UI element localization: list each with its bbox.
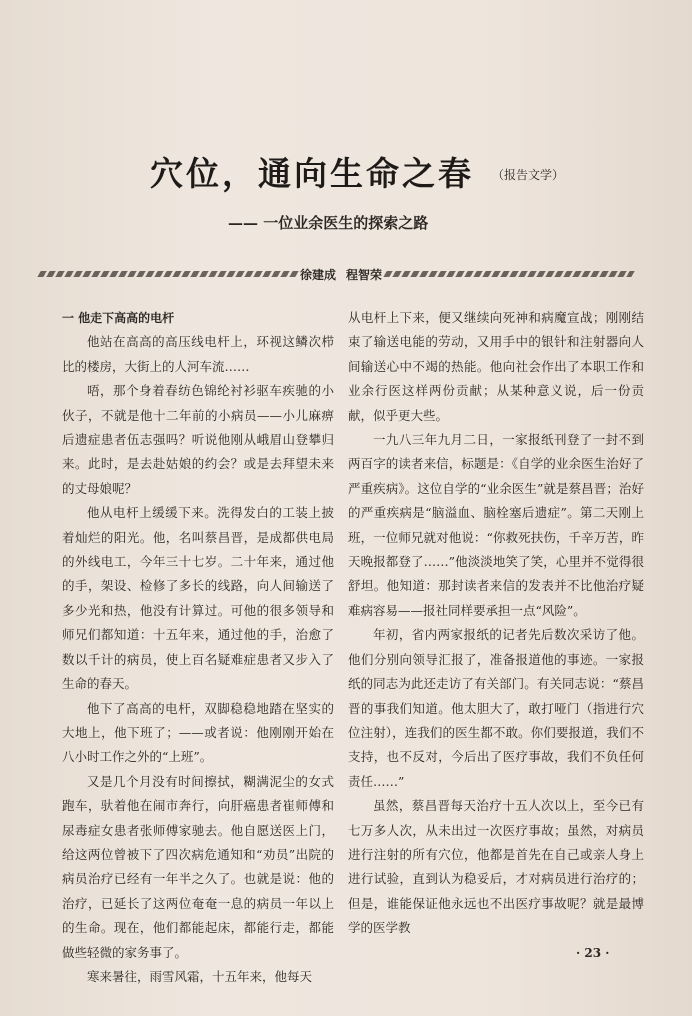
paragraph: 他下了高高的电杆，双脚稳稳地踏在坚实的大地上，他下班了；——或者说：他刚刚开始在八小时工作之外的“上班”。: [62, 700, 334, 765]
paragraph: 又是几个月没有时间擦拭，糊满泥尘的女式跑车，驮着他在闹市奔行，向肝癌患者崔师傅和尿毒症女患者张师傅家驰去。他自愿送医上门，给这两位曾被下了四次病危通知和“劝员”出院的病员治疗已经有一年半之久了。也就是说：他的治疗，已延长了这两位奄奄一息的病员一年以上的生命。现在，他们都能起床，都能行走，都能做些轻微的家务事了。: [62, 773, 334, 960]
paragraph: 他站在高高的高压线电杆上，环视这鳞次栉比的楼房，大街上的人河车流……: [62, 334, 334, 374]
genre-tag: （报告文学）: [492, 168, 565, 182]
page-number: · 23 ·: [576, 946, 610, 960]
paragraph: 从电杆上下来，便又继续向死神和病魔宣战；刚刚结束了输送电能的劳动，又用手中的银针和注射器向人间输送心中不竭的热能。他向社会作出了本职工作和业余行医这样两份贡献；从某种意义说，后一份贡献，似乎更大些。: [348, 310, 644, 423]
article-subtitle: —— 一位业余医生的探索之路: [228, 214, 429, 232]
paragraph: 寒来暑往，雨雪风霜，十五年来，他每天: [87, 968, 313, 984]
paragraph: 唔，那个身着春纺色锦纶衬衫驱车疾驰的小伙子，不就是他十二年前的小病员——小儿麻痹后遗症患者伍志强吗？听说他刚从峨眉山登攀归来。此时，是去赴姑娘的约会？或是去拜望未来的丈母娘呢？: [62, 383, 334, 496]
author-bar-right: [346, 266, 636, 282]
paragraph: 虽然，蔡昌晋每天治疗十五人次以上，至今已有七万多人次，从未出过一次医疗事故；虽然，对病员进行注射的所有穴位，他都是首先在自己或亲人身上进行试验，直到认为稳妥后，才对病员进行治疗的；但是，谁能保证他永远也不出医疗事故呢？就是最博学的医学教: [348, 798, 644, 936]
left-column: [62, 306, 334, 989]
paragraph: 年初，省内两家报纸的记者先后数次采访了他。他们分别向领导汇报了，准备报道他的事迹。一家报纸的同志为此还走访了有关部门。有关同志说：“蔡昌晋的事我们知道。他太胆大了，敢打哑门（指进行穴位注射），连我们的医生都不敢。你们要报道，我们不支持，也不反对，今后出了医疗事故，我们不负任何责任……”: [348, 627, 644, 789]
article-title: 穴位，通向生命之春: [150, 154, 474, 193]
wave-divider: [37, 271, 298, 277]
paragraph: 一九八三年九月二日，一家报纸刊登了一封不到两百字的读者来信，标题是：《自学的业余医生治好了严重疾病》。这位自学的“业余医生”就是蔡昌晋；治好的严重疾病是“脑溢血、脑栓塞后遗症”。第二天刚上班，一位师兄就对他说：“你救死扶伤，千辛万苦，昨天晚报都登了……”他淡淡地笑了笑，心里并不觉得很舒坦。他知道：那封读者来信的发表并不比他治疗疑难病容易——报社同样要承担一点“风险”。: [348, 432, 644, 618]
author-bar-left: [36, 266, 336, 282]
wave-divider: [383, 271, 634, 277]
section-heading: 一 他走下高高的电杆: [62, 311, 175, 325]
right-column: [348, 306, 644, 941]
author-left: 徐建成: [299, 267, 336, 282]
paragraph: 他从电杆上缓缓下来。洗得发白的工装上披着灿烂的阳光。他，名叫蔡昌晋，是成都供电局的外线电工，今年三十七岁。二十年来，通过他的手，架设、检修了多长的线路，向人间输送了多少光和热，他没有计算过。可他的很多领导和师兄们都知道：十五年来，通过他的手，治愈了数以千计的病员，使上百名疑难症患者又步入了生命的春天。: [62, 505, 334, 692]
author-right: 程智荣: [346, 267, 383, 282]
